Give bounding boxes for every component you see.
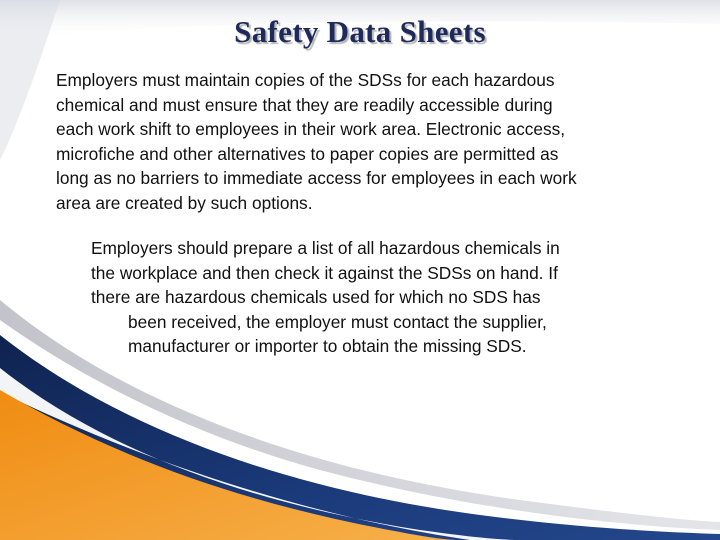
- paragraph-line: long as no barriers to immediate access for employees in each work: [56, 168, 577, 188]
- paragraph-line: chemical and must ensure that they are readily accessible during: [56, 94, 553, 115]
- paragraph-line: microfiche and other alternatives to paper copies are permitted as: [56, 143, 559, 164]
- title-container: [0, 14, 720, 50]
- paragraph-line: area are created by such options.: [56, 192, 313, 213]
- paragraph-line: Employers should prepare a list of all hazardous chemicals in: [91, 238, 560, 258]
- paragraph-line: Employers must maintain copies of the SDSs for each hazardous: [56, 70, 555, 90]
- paragraph-hazard-list: [91, 236, 651, 359]
- paragraph-line: manufacturer or importer to obtain the missing SDS.: [128, 336, 527, 356]
- paragraph-sds-maintenance: [56, 68, 668, 215]
- paragraph-line: there are hazardous chemicals used for which no SDS has: [91, 287, 541, 307]
- paragraph-line: been received, the employer must contact the supplier,: [128, 311, 547, 332]
- slide-title: Safety Data Sheets: [234, 14, 486, 49]
- paragraph-line: each work shift to employees in their work area. Electronic access,: [56, 119, 566, 139]
- paragraph-line: the workplace and then check it against the SDSs on hand. If: [91, 262, 558, 283]
